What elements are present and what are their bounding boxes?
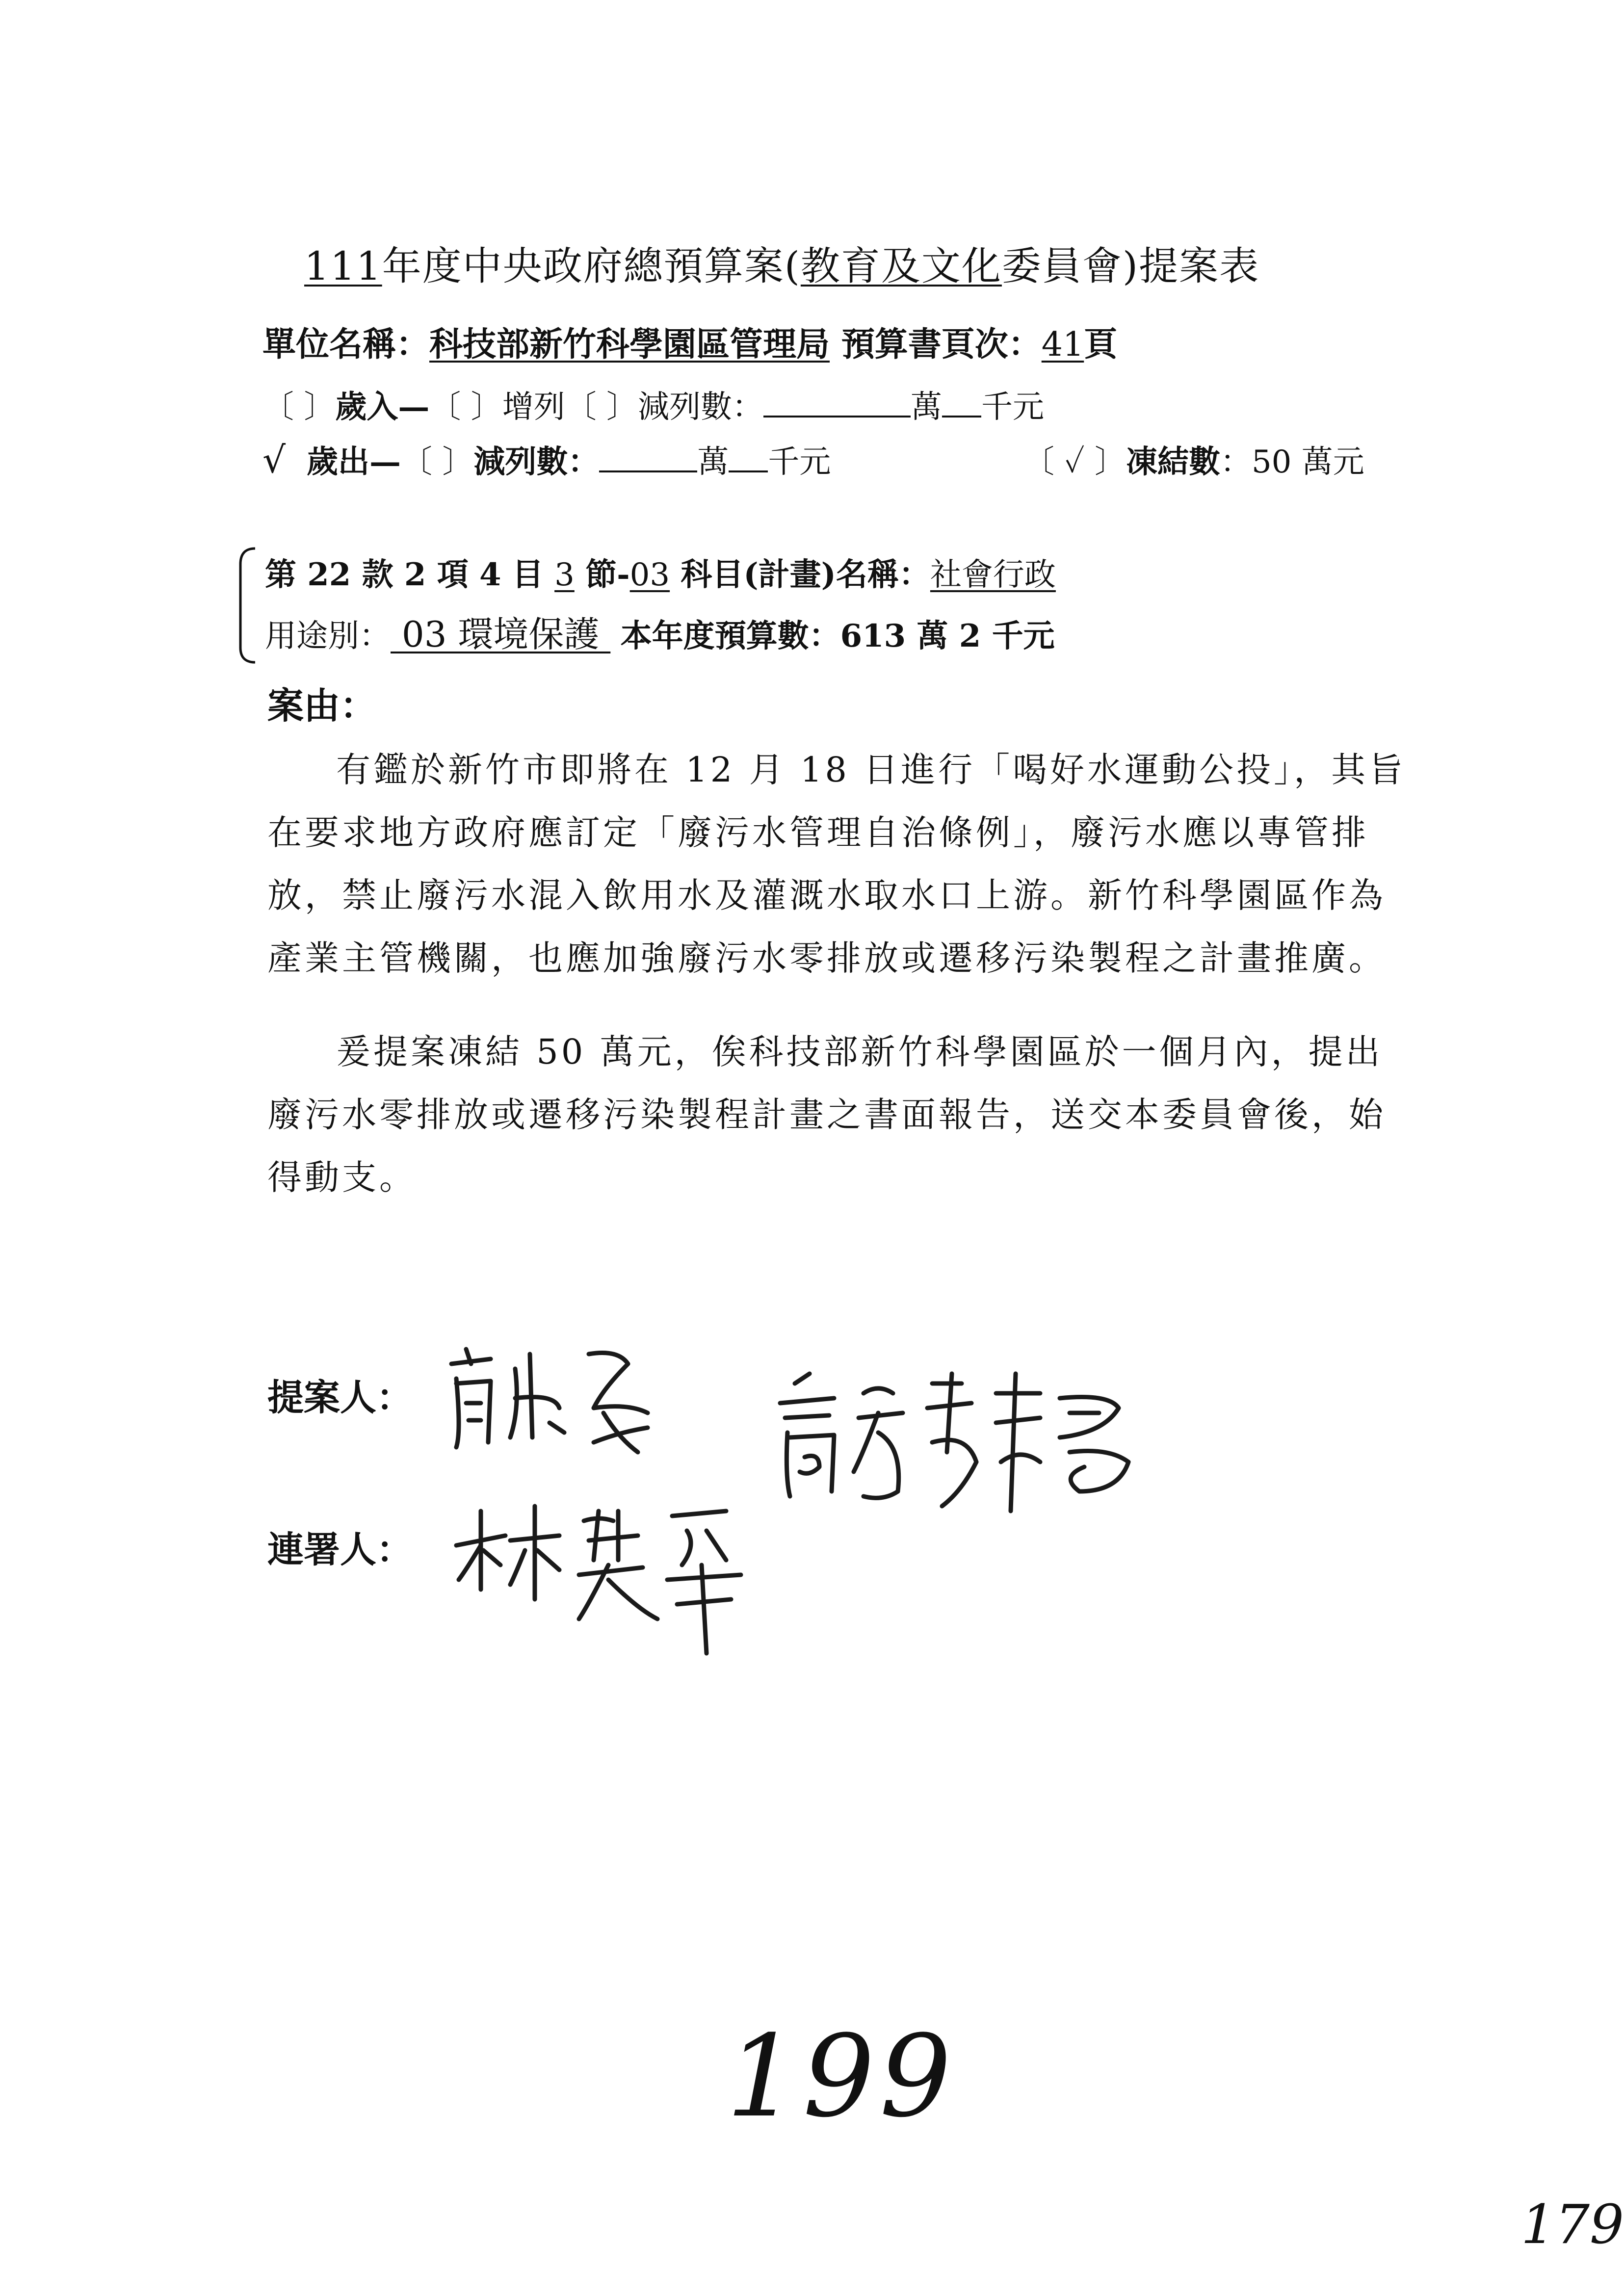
qian-blank[interactable] [942,388,981,417]
page-label: 預算書頁次： [841,325,1042,364]
corner-page-number: 179 [1521,2193,1624,2256]
section-number: 3 [554,557,575,593]
fiscal-year: 111 [304,243,382,289]
item-prefix: 第 22 款 2 項 4 目 [265,556,555,593]
page-suffix: 頁 [1084,325,1118,364]
use-line [265,606,1055,657]
revenue-checkbox[interactable]: 〔 〕 [262,389,336,425]
unit-line [262,318,1117,365]
proposer-label: 提案人： [267,1377,413,1419]
revenue-line [262,382,1044,427]
expense-line [262,437,831,482]
freeze-group [1023,437,1364,482]
use-label: 用途別： [265,618,391,654]
wan-label: 萬 [911,389,943,425]
use-value: 03 環境保護 [391,614,611,655]
freeze-amount: ：50 萬元 [1220,444,1364,480]
expense-decrease-checkbox[interactable]: 〔 〕 [401,444,474,480]
budget-page-number: 41 [1041,325,1084,364]
item-line [265,549,1056,595]
handwritten-page-number: 199 [726,2011,956,2142]
bracket-icon [231,545,260,667]
expense-qian-label: 千元 [768,444,831,480]
expense-amount-blank[interactable] [599,443,697,472]
proposer-signature [432,1334,687,1462]
title-end: 委員會)提案表 [1001,243,1260,289]
unit-label: 單位名稱： [262,325,430,364]
committee-name: 教育及文化 [800,243,1002,289]
item-mid: 節- [574,556,630,593]
freeze-label: 凍結數 [1126,444,1220,480]
qian-label: 千元 [981,389,1045,425]
expense-qian-blank[interactable] [729,443,768,472]
reason-paragraph: 爰提案凍結 50 萬元，俟科技部新竹科學園區於一個月內，提出廢污水零排放或遷移污染製程計畫之書面報告，送交本委員會後，始得動支。 [267,1032,1386,1198]
cosigner-signature-2 [765,1364,1158,1526]
expense-decrease-label: 減列數： [473,444,600,480]
cosigner-label: 連署人： [267,1529,413,1571]
title-text: 年度中央政府總預算案( [382,243,801,289]
freeze-checkbox[interactable]: 〔 ✓ 〕 [1023,444,1126,480]
annual-budget: 本年度預算數：613 萬 2 千元 [620,618,1055,654]
expense-label: 歲出— [307,444,401,480]
subject-number: 03 [629,557,670,593]
decrease-label: 減列數： [638,389,764,425]
decrease-checkbox[interactable]: 〔 〕 [565,389,638,425]
program-name: 社會行政 [930,557,1056,593]
item-suffix: 科目(計畫)名稱： [670,556,930,593]
reason-label: 案由： [267,685,376,727]
expense-wan-label: 萬 [697,444,729,480]
cosigner-signature-1 [451,1491,756,1663]
increase-checkbox[interactable]: 〔 〕 [429,389,502,425]
revenue-label: 歲入— [335,389,430,425]
increase-label: 增列 [502,389,565,425]
unit-name: 科技部新竹科學園區管理局 [429,325,830,364]
page-title [304,235,1259,291]
amount-blank[interactable] [763,388,911,417]
reason-paragraph: 有鑑於新竹市即將在 12 月 18 日進行「喝好水運動公投」，其旨在要求地方政府應訂定「廢污水管理自治條例」，廢污水應以專管排放，禁止廢污水混入飲用水及灌溉水取水口上游。新竹科學園區作為產業主管機關，也應加強廢污水零排放或遷移污染製程之計畫推廣。 [267,750,1406,978]
expense-checkbox[interactable]: √ [262,439,286,481]
